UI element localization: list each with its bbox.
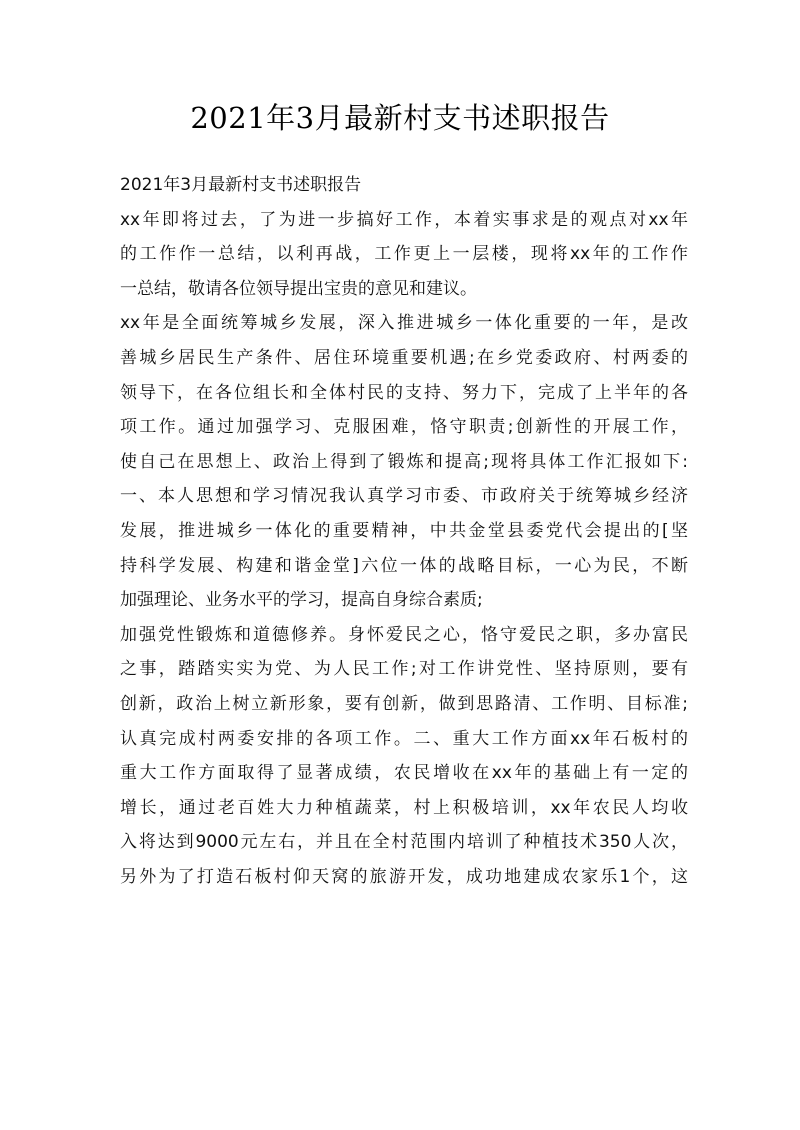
- text-line: 善城乡居民生产条件、居住环境重要机遇;在乡党委政府、村两委的: [120, 347, 688, 368]
- text-line: 认真完成村两委安排的各项工作。二、重大工作方面xx年石板村的: [120, 728, 688, 749]
- text-line: 领导下，在各位组长和全体村民的支持、努力下，完成了上半年的各: [120, 382, 688, 403]
- text-line: 发展，推进城乡一体化的重要精神，中共金堂县委党代会提出的[坚: [120, 520, 688, 541]
- document-title: 2021年3月最新村支书述职报告: [190, 101, 610, 135]
- text-line: 入将达到9000元左右，并且在全村范围内培训了种植技术350人次，: [120, 832, 688, 853]
- text-line: 加强党性锻炼和道德修养。身怀爱民之心，恪守爱民之职，多办富民: [120, 624, 688, 645]
- document-body: [120, 168, 688, 894]
- text-line: 使自己在思想上、政治上得到了锻炼和提高;现将具体工作汇报如下:: [120, 451, 688, 472]
- text-line: 项工作。通过加强学习、克服困难，恪守职责;创新性的开展工作，: [120, 417, 688, 438]
- text-line: 重大工作方面取得了显著成绩，农民增收在xx年的基础上有一定的: [120, 763, 688, 784]
- text-line: xx年即将过去，了为进一步搞好工作，本着实事求是的观点对xx年: [120, 209, 688, 230]
- text-line: 一、本人思想和学习情况我认真学习市委、市政府关于统筹城乡经济: [120, 486, 688, 507]
- text-line: 一总结，敬请各位领导提出宝贵的意见和建议。: [120, 278, 477, 299]
- text-line: 的工作作一总结，以利再战，工作更上一层楼，现将xx年的工作作: [120, 244, 688, 265]
- text-line: 创新，政治上树立新形象，要有创新，做到思路清、工作明、目标准;: [120, 693, 688, 714]
- text-line: 之事，踏踏实实为党、为人民工作;对工作讲党性、坚持原则，要有: [120, 659, 688, 680]
- text-line: 持科学发展、构建和谐金堂]六位一体的战略目标，一心为民，不断: [120, 555, 688, 576]
- text-line: 2021年3月最新村支书述职报告: [120, 175, 362, 195]
- text-line: 加强理论、业务水平的学习，提高自身综合素质;: [120, 590, 483, 611]
- text-line: 增长，通过老百姓大力种植蔬菜，村上积极培训，xx年农民人均收: [120, 797, 688, 818]
- text-line: 另外为了打造石板村仰天窝的旅游开发，成功地建成农家乐1个，这: [120, 866, 688, 887]
- text-line: xx年是全面统筹城乡发展，深入推进城乡一体化重要的一年，是改: [120, 313, 688, 334]
